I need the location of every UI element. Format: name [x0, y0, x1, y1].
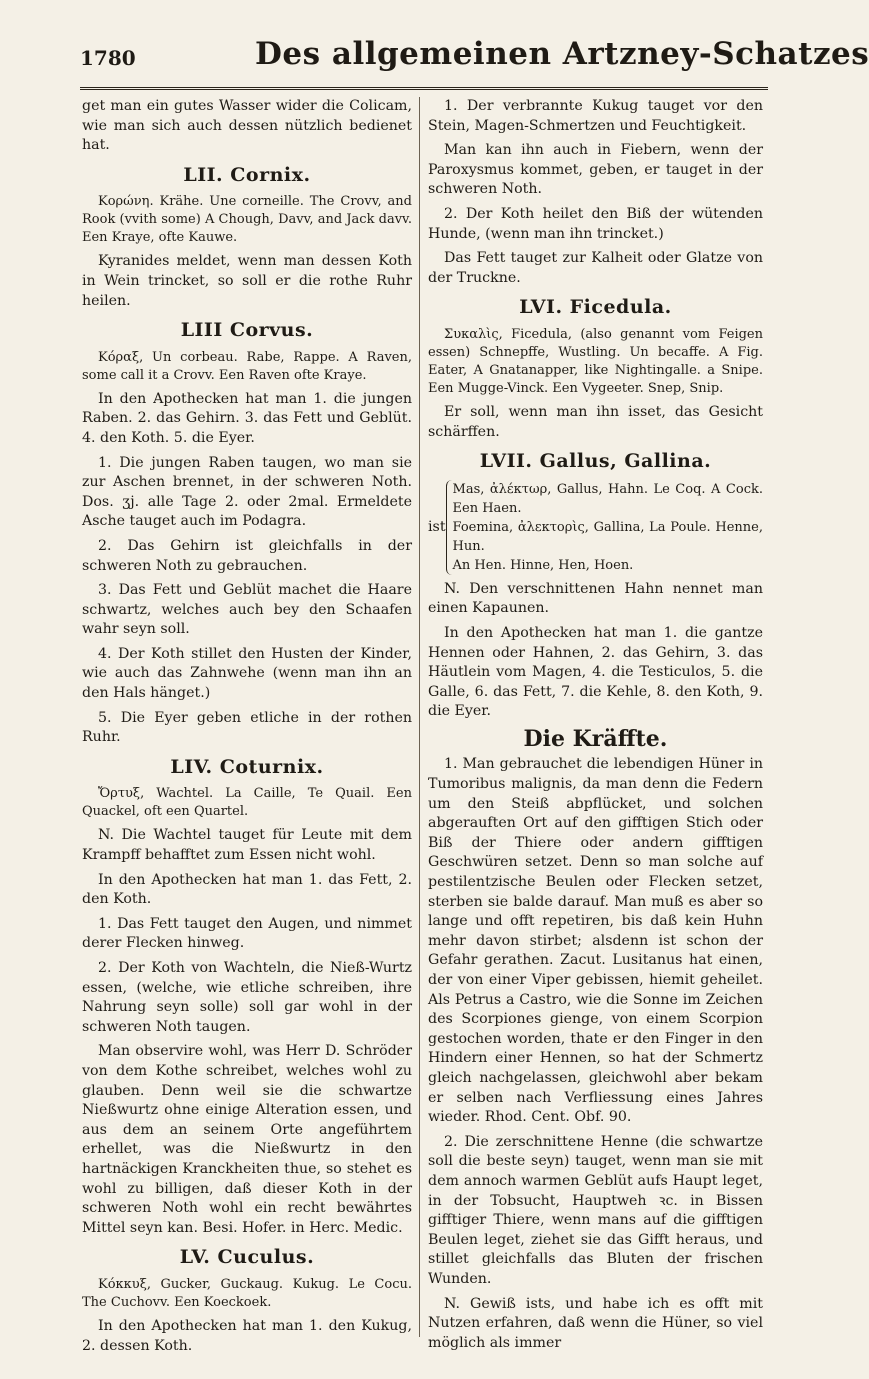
header-rule — [80, 87, 768, 90]
gallus-names-bracket — [428, 480, 763, 575]
cornix-text: Kyranides meldet, wenn man dessen Koth in Wein trincket, so soll er die rothe Ruhr heilen. — [82, 253, 412, 309]
section-heading-corvus: LIII Corvus. — [180, 319, 314, 342]
coturnix-use-1: 1. Das Fett tauget den Augen, und nimmet derer Flecken hinweg. — [82, 915, 412, 952]
section-heading-cornix: LII. Cornix. — [183, 163, 311, 186]
cuculus-use-2: 2. Der Koth heilet den Biß der wütenden Hunde, (wenn man ihn trincket.) — [428, 205, 763, 242]
corvus-use-2: 2. Das Gehirn ist gleichfalls in der schweren Noth zu gebrauchen. — [82, 537, 412, 574]
cuculus-use-1: 1. Der verbrannte Kukug tauget vor den Stein, Magen-Schmertzen und Feuchtigkeit. — [428, 98, 763, 134]
gallus-name-female: Foemina, ἀλεκτορὶς, Gallina, La Poule. Henne, Hun. — [452, 519, 763, 554]
page-number: 1780 — [80, 46, 136, 70]
coturnix-apothecary: In den Apothecken hat man 1. das Fett, 2. den Koth. — [82, 871, 412, 908]
page-header — [80, 26, 869, 86]
cuculus-names: Κόκκυξ, Gucker, Guckaug. Kukug. Le Cocu. The Cuchovv. Een Koeckoek. — [82, 1276, 412, 1310]
corvus-use-1: 1. Die jungen Raben taugen, wo man sie zur Aschen brennet, in der schweren Noth. Dos. ʒj. alle Tage 2. oder 2mal. Ermeldete Asche tauget auch im Podagra. — [82, 454, 412, 530]
cuculus-use-fever: Man kan ihn auch in Fiebern, wenn der Paroxysmus kommet, geben, er tauget in der schweren Noth. — [428, 142, 763, 198]
section-heading-ficedula: LVI. Ficedula. — [519, 296, 672, 319]
coturnix-use-2: 2. Der Koth von Wachteln, die Nieß-Wurtz essen, (welche, wie etliche schreiben, ihre Nahrung seyn solle) soll gar wohl in der schweren Noth taugen. — [82, 960, 412, 1035]
corvus-apothecary: In den Apothecken hat man 1. die jungen Raben. 2. das Gehirn. 3. das Fett und Geblüt. 4. den Koth. 5. die Eyer. — [82, 390, 412, 446]
corvus-names: Κόραξ, Un corbeau. Rabe, Rappe. A Raven, some call it a Crovv. Een Raven ofte Kraye. — [82, 349, 412, 383]
gallus-capon-note: N. Den verschnittenen Hahn nennet man einen Kapaunen. — [428, 580, 763, 617]
section-heading-cuculus: LV. Cuculus. — [179, 1246, 315, 1269]
cuculus-apothecary: In den Apothecken hat man 1. den Kukug, 2. dessen Koth. — [82, 1317, 412, 1354]
coturnix-names: Ὄρτυξ, Wachtel. La Caille, Te Quail. Een Quackel, oft een Quartel. — [82, 786, 412, 820]
bracket-lines — [446, 480, 763, 575]
ficedula-names: Συκαλὶς, Ficedula, (also genannt vom Feigen essen) Schnepffe, Wustling. Un becaffe. A Fig. Eater, A Gnatanapper, like Nightingalle. a Snipe. Een Mugge-Vinck. Een Vygeeter. Snep, Snip. — [428, 326, 763, 396]
running-title: Des allgemeinen Artzney-Schatzes — [255, 36, 869, 72]
kraffte-note: N. Gewiß ists, und habe ich es offt mit Nutzen erfahren, daß wenn die Hüner, so viel möglich als immer — [428, 1295, 763, 1351]
section-heading-gallus: LVII. Gallus, Gallina. — [479, 450, 712, 473]
gallus-name-hen: An Hen. Hinne, Hen, Hoen. — [452, 557, 634, 573]
kraffte-use-2: 2. Die zerschnittene Henne (die schwartze soll die beste seyn) tauget, wenn man sie mit dem annoch warmen Geblüt aufs Haupt leget, in der Tobsucht, Hauptweh ꝛc. in Bissen gifftiger Thiere, wenn mans auf die gifftigen Beulen leget, ziehet sie das Gifft heraus, und stillet gleichfalls das Bluten der frischen Wunden. — [428, 1133, 763, 1287]
bracket-label: ist — [428, 519, 446, 536]
intro-text: get man ein gutes Wasser wider die Colicam, wie man sich auch dessen nützlich bedienet hat. — [82, 98, 412, 154]
section-heading-coturnix: LIV. Coturnix. — [170, 755, 324, 778]
corvus-use-5: 5. Die Eyer geben etliche in der rothen Ruhr. — [82, 709, 412, 746]
cornix-names: Κορώνη. Krähe. Une corneille. The Crovv, and Rook (vvith some) A Chough, Davv, and Jack davv. Een Kraye, ofte Kauwe. — [82, 194, 412, 246]
coturnix-note: N. Die Wachtel tauget für Leute mit dem Krampff behafftet zum Essen nicht wohl. — [82, 827, 412, 864]
ficedula-text: Er soll, wenn man ihn isset, das Gesicht schärffen. — [428, 403, 763, 440]
cuculus-use-fat: Das Fett tauget zur Kalheit oder Glatze von der Truckne. — [428, 250, 763, 286]
coturnix-observation: Man observire wohl, was Herr D. Schröder von dem Kothe schreibet, welches wohl zu glauben. Denn weil sie die schwartze Nießwurtz ohne einige Alteration essen, und aus dem an seinem Orte angeführtem erhellet, was die Nießwurtz in den hartnäckigen Kranckheiten thue, so stehet es wohl zu billigen, daß dieser Koth in der schweren Noth wohl ein recht bewährtes Mittel seyn kan. Besi. Hofer. in Herc. Medic. — [82, 1043, 412, 1236]
gallus-apothecary: In den Apothecken hat man 1. die gantze Hennen oder Hahnen, 2. das Gehirn, 3. das Häutlein vom Magen, 4. die Testiculos, 5. die Galle, 6. das Fett, 7. die Kehle, 8. den Koth, 9. die Eyer. — [428, 624, 763, 720]
section-heading-kraffte: Die Kräffte. — [523, 725, 668, 752]
corvus-use-4: 4. Der Koth stillet den Husten der Kinder, wie auch das Zahnwehe (wenn man ihn an den Hals hänget.) — [82, 645, 412, 702]
corvus-use-3: 3. Das Fett und Geblüt machet die Haare schwartz, welches auch bey den Schaafen wahr seyn soll. — [82, 582, 412, 638]
kraffte-use-1: 1. Man gebrauchet die lebendigen Hüner in Tumoribus malignis, da man denn die Federn um den Steiß abpflücket, und solchen abgerauften Ort auf den gifftigen Stich oder Biß der Thiere oder andern gifftigen Geschwüren setzet. Denn so man solche auf pestilentzische Beulen oder Flecken setzet, sterben sie balde darauf. Man muß es aber so lange und offt repetiren, bis daß kein Huhn mehr davon stirbet; alsdenn ist schon der Gefahr gerathen. Zacut. Lusitanus hat einen, der von einer Viper gebissen, hiemit geheilet. Als Petrus a Castro, wie die Sonne im Zeichen des Scorpiones gienge, von einem Scorpion gestochen worden, thate er den Finger in den Hindern einer Hennen, so hat der Schmertz gleich nachgelassen, gleichwohl aber bekam er selben nach Verfliessung eines Jahres wieder. Rhod. Cent. Obf. 90. — [428, 756, 763, 1126]
gallus-name-male: Mas, ἀλέκτωρ, Gallus, Hahn. Le Coq. A Cock. Een Haen. — [452, 481, 763, 516]
left-column — [82, 97, 412, 1361]
right-column — [428, 97, 763, 1358]
